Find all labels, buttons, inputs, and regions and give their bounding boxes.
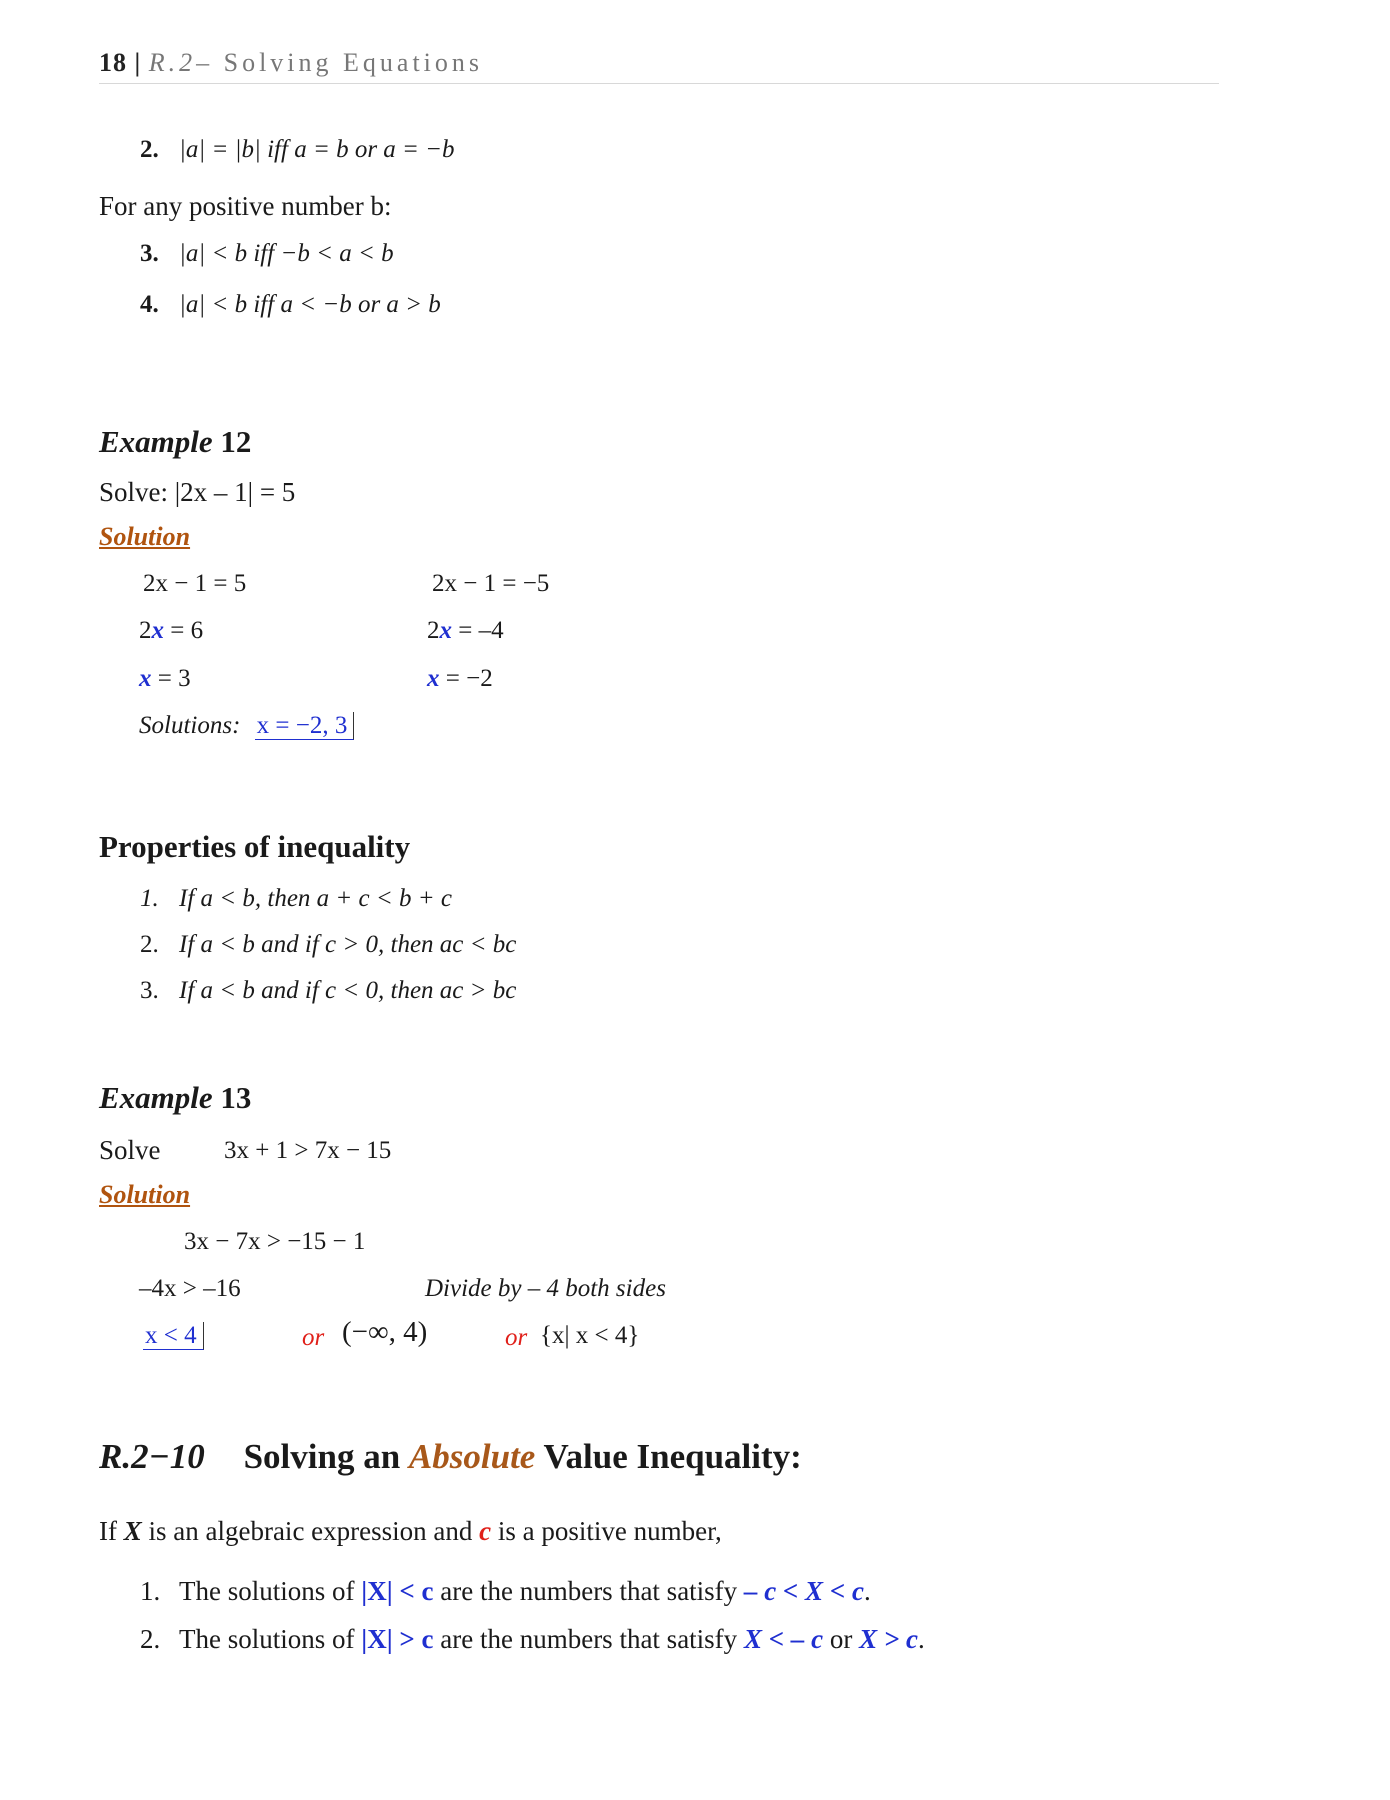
answer-inequality: x < 4: [143, 1322, 204, 1350]
example-number: 12: [220, 424, 252, 459]
positive-intro: For any positive number b:: [99, 191, 392, 221]
header-separator: |: [134, 48, 142, 77]
left-step-3: x = 3: [139, 665, 191, 692]
property-text: |a| = |b| iff a = b or a = −b: [179, 136, 455, 163]
section-intro: If X is an algebraic expression and c is a positive number,: [99, 1516, 722, 1546]
item-number: 3.: [140, 240, 159, 267]
example-12-heading: [99, 424, 251, 460]
section-title: – Solving Equations: [196, 48, 484, 77]
section-code: R.2: [148, 48, 197, 77]
property-3: [140, 240, 394, 268]
left-step-2: 2x = 6: [139, 617, 204, 644]
example-13-heading: [99, 1080, 251, 1116]
section-code: R.2−10: [99, 1437, 205, 1476]
solutions-label: Solutions:: [139, 712, 241, 739]
inequality-item-3: 3. If a < b and if c < 0, then ac > bc: [140, 977, 517, 1004]
left-step-1: 2x − 1 = 5: [143, 570, 247, 597]
example-12-prompt: Solve: |2x – 1| = 5: [99, 477, 296, 507]
answer-set: {x| x < 4}: [540, 1322, 640, 1349]
step-2: –4x > –16: [139, 1275, 241, 1302]
property-4: [140, 291, 441, 319]
page-header: [99, 48, 483, 78]
header-rule: [99, 83, 1219, 84]
right-step-3: x = −2: [427, 665, 493, 692]
example-label: Example: [99, 424, 213, 459]
inequality-heading: Properties of inequality: [99, 829, 411, 864]
solution-label: Solution: [99, 1180, 191, 1209]
right-step-2: 2x = –4: [427, 617, 504, 644]
example-label: Example: [99, 1080, 213, 1115]
rule-1: 1. The solutions of |X| < c are the numbers that satisfy – c < X < c.: [140, 1576, 871, 1606]
example-number: 13: [220, 1080, 252, 1115]
inequality-item-2: 2. If a < b and if c > 0, then ac < bc: [140, 931, 517, 958]
item-number: 2.: [140, 136, 159, 163]
step-1: 3x − 7x > −15 − 1: [184, 1228, 366, 1255]
or-2: or: [505, 1324, 528, 1351]
divide-note: Divide by – 4 both sides: [425, 1275, 666, 1302]
solution-label: Solution: [99, 522, 191, 551]
rule-2: 2. The solutions of |X| > c are the numbers that satisfy X < – c or X > c.: [140, 1624, 925, 1654]
property-text: |a| < b iff −b < a < b: [179, 240, 394, 267]
solutions-line: [139, 712, 354, 740]
section-heading: R.2−10 Solving an Absolute Value Inequality:: [99, 1437, 802, 1476]
property-2: [140, 136, 455, 164]
example-13-equation: 3x + 1 > 7x − 15: [224, 1137, 392, 1164]
right-step-1: 2x − 1 = −5: [432, 570, 550, 597]
example-13-solve: Solve: [99, 1135, 161, 1165]
item-number: 4.: [140, 291, 159, 318]
answer-interval: (−∞, 4): [342, 1316, 428, 1348]
or-1: or: [302, 1324, 325, 1351]
property-text: |a| < b iff a < −b or a > b: [179, 291, 441, 318]
page-number: 18: [99, 48, 127, 77]
solutions-answer: x = −2, 3: [255, 712, 355, 740]
inequality-item-1: 1. If a < b, then a + c < b + c: [140, 885, 452, 912]
